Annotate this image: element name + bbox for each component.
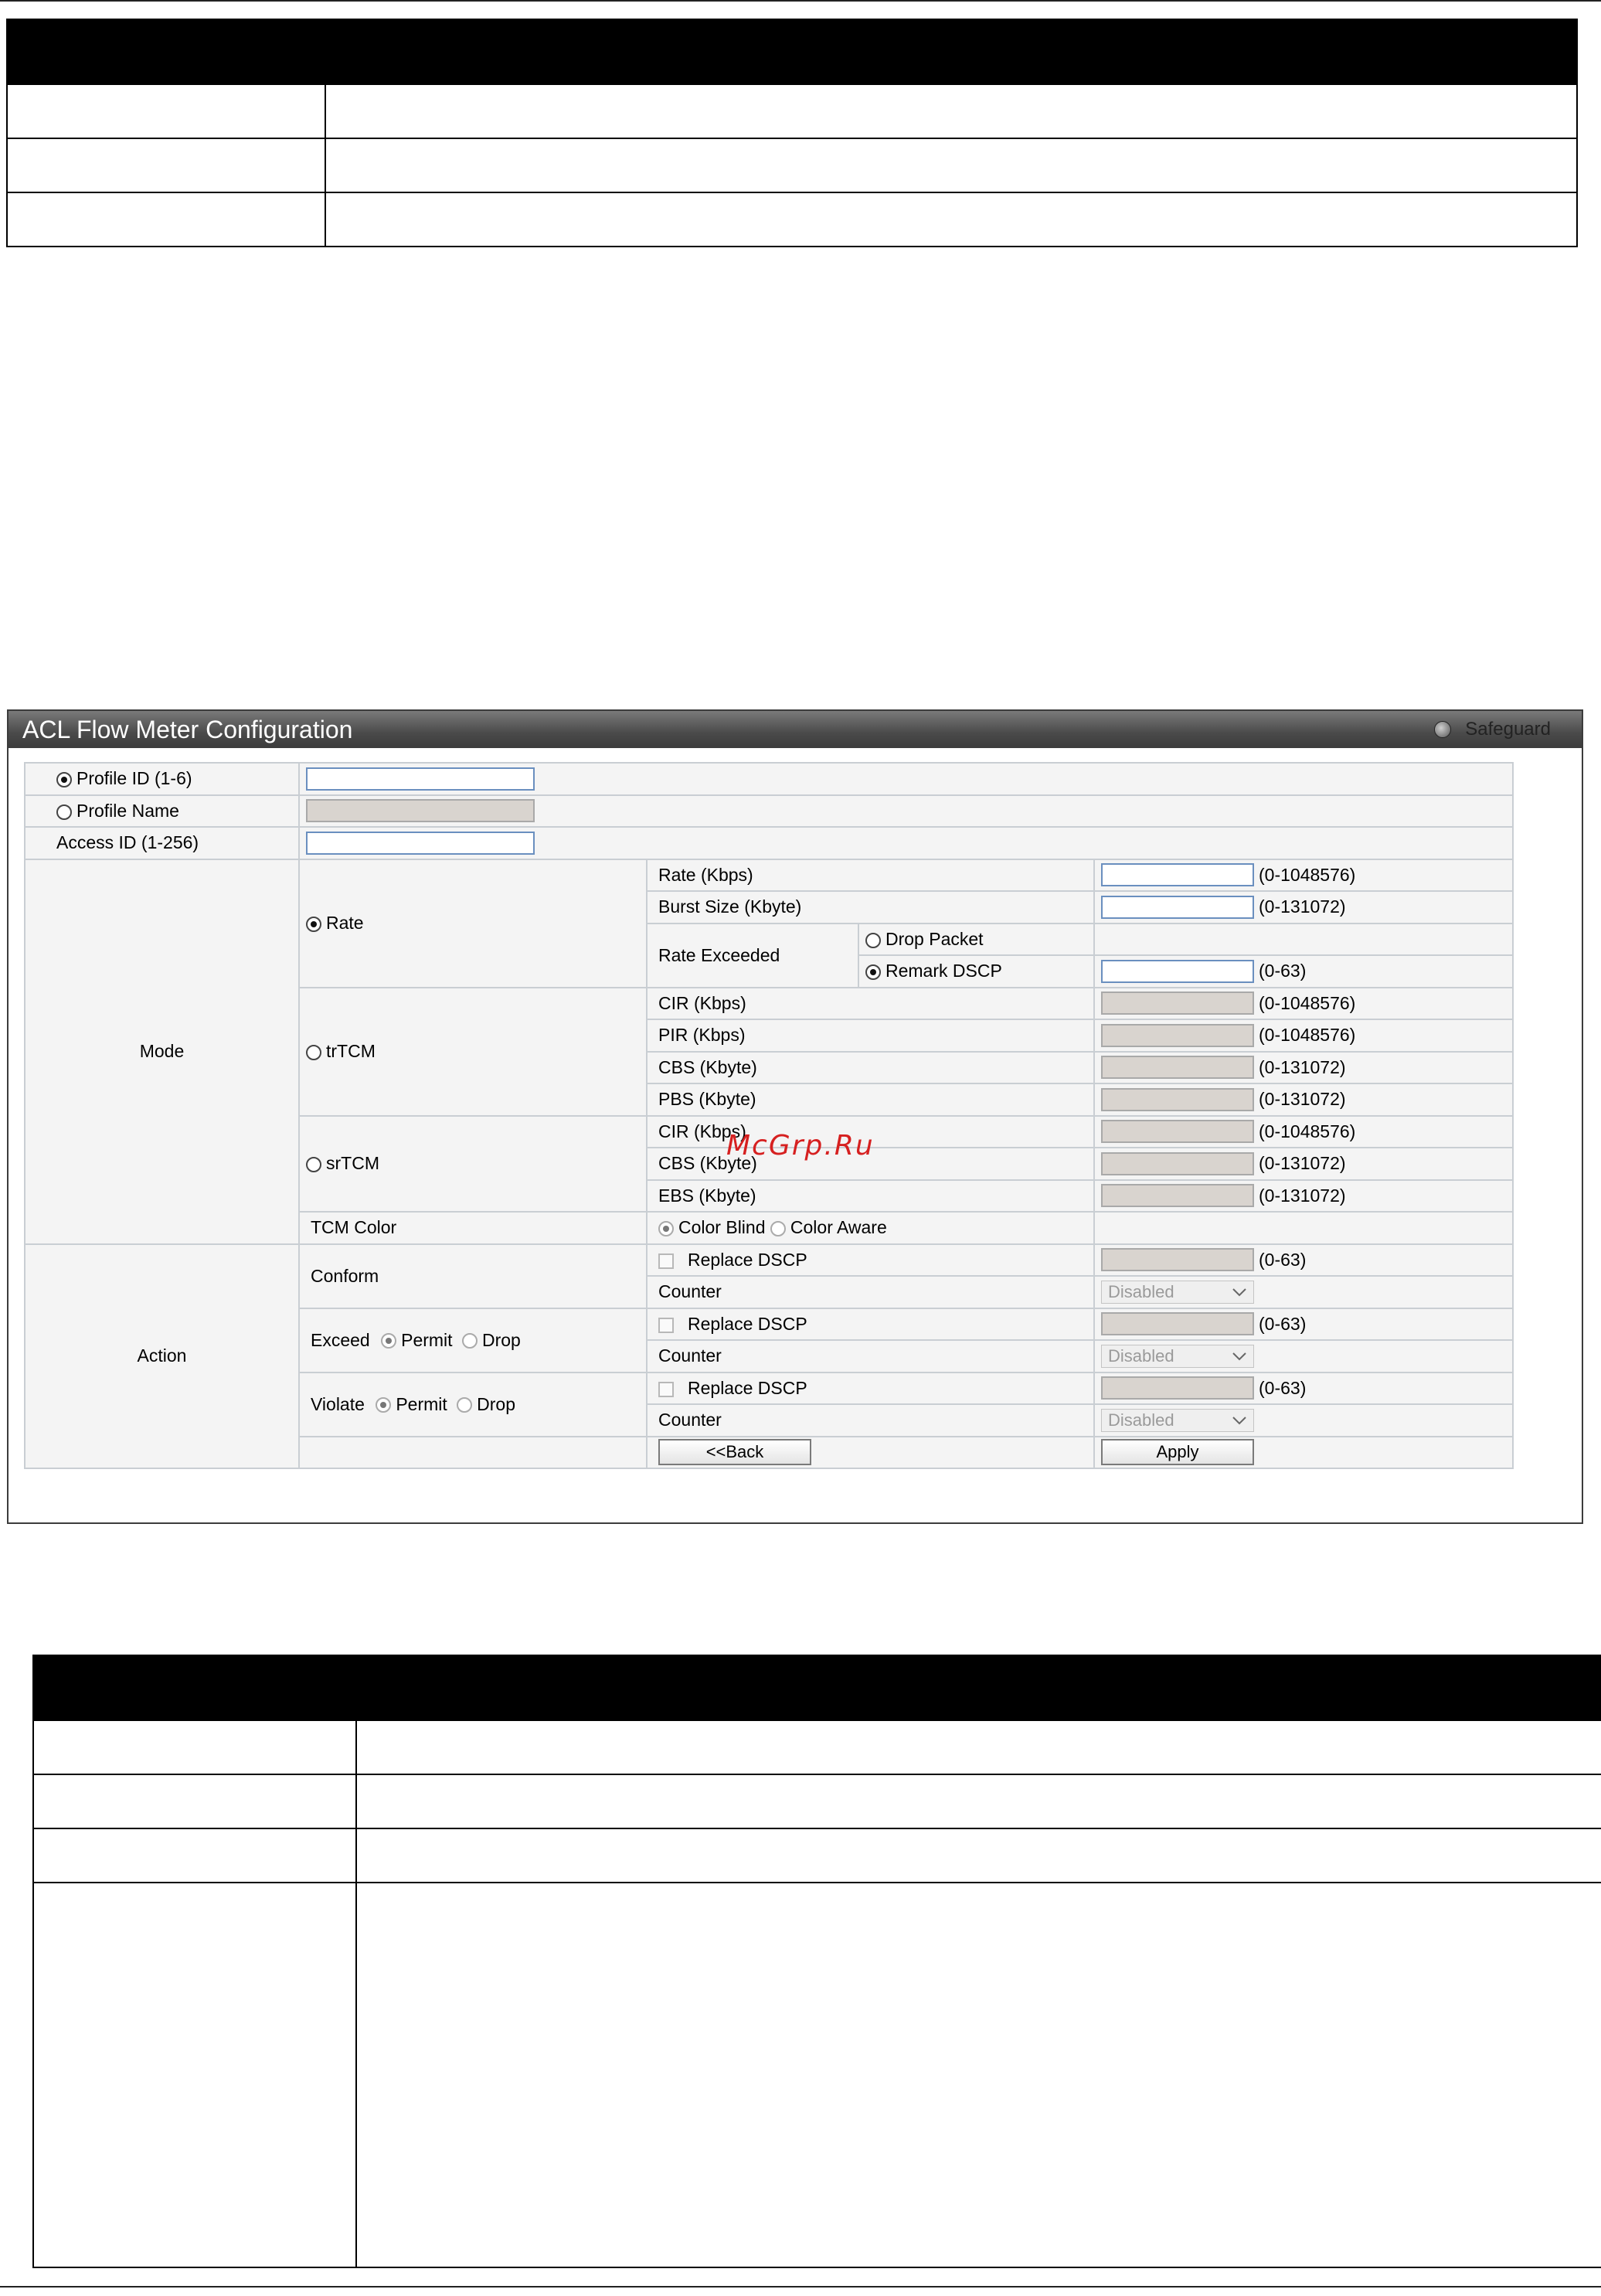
table-row xyxy=(7,84,1577,138)
exceed-permit-radio[interactable] xyxy=(381,1333,396,1349)
page-bottom-rule xyxy=(0,2286,1601,2287)
profile-id-radio[interactable] xyxy=(56,772,72,787)
violate-drop-radio[interactable] xyxy=(457,1397,472,1413)
watermark-text: McGrp.Ru xyxy=(726,1130,875,1162)
table-row xyxy=(33,1720,1601,1774)
trtcm-cir-label: CIR (Kbps) xyxy=(647,988,1094,1020)
violate-dscp-input[interactable] xyxy=(1101,1376,1254,1400)
panel-header xyxy=(8,711,1582,748)
chevron-down-icon xyxy=(1232,1352,1247,1361)
trtcm-pbs-input[interactable] xyxy=(1101,1088,1254,1111)
chevron-down-icon xyxy=(1232,1287,1247,1297)
drop-packet-option[interactable]: Drop Packet xyxy=(858,924,1094,956)
safeguard-label: Safeguard xyxy=(1465,719,1551,740)
srtcm-mode-option[interactable]: srTCM xyxy=(299,1116,647,1213)
conform-label: Conform xyxy=(299,1244,647,1308)
rate-kbps-label: Rate (Kbps) xyxy=(647,859,1094,892)
violate-counter-select[interactable]: Disabled xyxy=(1101,1409,1254,1432)
color-aware-option[interactable]: Color Aware xyxy=(770,1217,887,1237)
flow-meter-form: Profile ID (1-6) Profile Name Access ID (1-256) Mode Rate Rate (Kbps) (0-1048576) Burst Size (Kbyte) (0-131072) Rate Exceeded Drop Packet Remark DSCP (0-63) trTCM CIR (Kbps) (0-1048576) PIR (Kbps) (0-1048576) CBS (Kbyte) (0-131072) PBS (Kbyte) (0-131072) srTCM CIR (Kbps) (0-1048576) CBS (Kbyte) (0-131072) EBS (Kbyte) (0-131072) TCM Color Color Blind Color Aware Action Conform Replace DSCP (0-63) Counter Disabled Exceed Permit Drop Replace DSCP (0-63) Counter Disabled Violate Permit Drop Replace DSCP (0-63) Counter Disabled <<Back Apply xyxy=(24,762,1514,1469)
violate-row: Violate Permit Drop xyxy=(299,1372,647,1437)
apply-button[interactable]: Apply xyxy=(1101,1439,1254,1465)
srtcm-cbs-label: CBS (Kbyte) xyxy=(647,1148,1094,1180)
srtcm-cir-input[interactable] xyxy=(1101,1120,1254,1143)
conform-dscp-input[interactable] xyxy=(1101,1248,1254,1271)
mode-label: Mode xyxy=(25,859,299,1244)
violate-replace-dscp-checkbox[interactable] xyxy=(658,1382,674,1397)
srtcm-radio[interactable] xyxy=(306,1157,321,1172)
color-aware-radio[interactable] xyxy=(770,1221,786,1236)
table-row xyxy=(7,138,1577,192)
srtcm-cir-label: CIR (Kbps) xyxy=(647,1116,1094,1148)
action-label: Action xyxy=(25,1244,299,1469)
panel-title: ACL Flow Meter Configuration xyxy=(22,716,353,743)
trtcm-pir-input[interactable] xyxy=(1101,1024,1254,1047)
table-header-cell xyxy=(356,1655,1601,1720)
exceed-counter-label: Counter xyxy=(647,1340,1094,1372)
rate-kbps-input[interactable] xyxy=(1101,863,1254,886)
exceed-row: Exceed Permit Drop xyxy=(299,1308,647,1372)
table-row xyxy=(33,1828,1601,1883)
trtcm-radio[interactable] xyxy=(306,1045,321,1060)
chevron-down-icon xyxy=(1232,1416,1247,1425)
table-row xyxy=(7,192,1577,247)
profile-id-option[interactable]: Profile ID (1-6) xyxy=(25,763,299,795)
top-parameter-table xyxy=(6,19,1578,247)
page-top-rule xyxy=(0,0,1601,2)
conform-replace-dscp-checkbox[interactable] xyxy=(658,1253,674,1269)
access-id-label: Access ID (1-256) xyxy=(25,827,299,859)
table-header-cell xyxy=(7,19,325,84)
color-blind-option[interactable]: Color Blind xyxy=(658,1217,766,1237)
remark-dscp-input[interactable] xyxy=(1101,960,1254,983)
violate-replace-dscp[interactable]: Replace DSCP xyxy=(647,1372,1094,1405)
exceed-dscp-input[interactable] xyxy=(1101,1312,1254,1335)
trtcm-cbs-label: CBS (Kbyte) xyxy=(647,1052,1094,1084)
table-row xyxy=(33,1883,1601,2267)
profile-name-option[interactable]: Profile Name xyxy=(25,795,299,828)
rate-mode-option[interactable]: Rate xyxy=(299,859,647,988)
tcm-color-label: TCM Color xyxy=(299,1212,647,1244)
trtcm-cir-input[interactable] xyxy=(1101,992,1254,1015)
safeguard-indicator[interactable] xyxy=(1434,719,1551,740)
srtcm-ebs-label: EBS (Kbyte) xyxy=(647,1180,1094,1213)
profile-id-input[interactable] xyxy=(306,767,535,791)
remark-dscp-radio[interactable] xyxy=(865,964,881,980)
trtcm-cbs-input[interactable] xyxy=(1101,1056,1254,1079)
exceed-replace-dscp[interactable]: Replace DSCP xyxy=(647,1308,1094,1341)
back-button[interactable]: <<Back xyxy=(658,1439,811,1465)
table-row xyxy=(33,1774,1601,1828)
violate-permit-radio[interactable] xyxy=(376,1397,391,1413)
exceed-drop-radio[interactable] xyxy=(462,1333,478,1349)
exceed-replace-dscp-checkbox[interactable] xyxy=(658,1318,674,1333)
conform-replace-dscp[interactable]: Replace DSCP xyxy=(647,1244,1094,1277)
bottom-parameter-table xyxy=(32,1655,1601,2268)
exceed-counter-select[interactable]: Disabled xyxy=(1101,1345,1254,1368)
conform-counter-label: Counter xyxy=(647,1276,1094,1308)
rate-exceeded-label: Rate Exceeded xyxy=(647,924,858,988)
rate-radio[interactable] xyxy=(306,917,321,932)
trtcm-pbs-label: PBS (Kbyte) xyxy=(647,1083,1094,1116)
profile-name-input[interactable] xyxy=(306,799,535,822)
access-id-input[interactable] xyxy=(306,832,535,855)
drop-packet-radio[interactable] xyxy=(865,933,881,948)
violate-counter-label: Counter xyxy=(647,1404,1094,1437)
srtcm-cbs-input[interactable] xyxy=(1101,1152,1254,1175)
srtcm-ebs-input[interactable] xyxy=(1101,1184,1254,1207)
acl-flow-meter-panel xyxy=(7,709,1583,1524)
trtcm-mode-option[interactable]: trTCM xyxy=(299,988,647,1116)
color-blind-radio[interactable] xyxy=(658,1221,674,1236)
status-dot-icon xyxy=(1434,721,1451,738)
table-header-cell xyxy=(325,19,1577,84)
remark-dscp-option[interactable]: Remark DSCP xyxy=(858,955,1094,988)
conform-counter-select[interactable]: Disabled xyxy=(1101,1281,1254,1304)
trtcm-pir-label: PIR (Kbps) xyxy=(647,1019,1094,1052)
table-header-cell xyxy=(33,1655,356,1720)
burst-size-input[interactable] xyxy=(1101,896,1254,919)
burst-size-label: Burst Size (Kbyte) xyxy=(647,891,1094,924)
profile-name-radio[interactable] xyxy=(56,804,72,820)
